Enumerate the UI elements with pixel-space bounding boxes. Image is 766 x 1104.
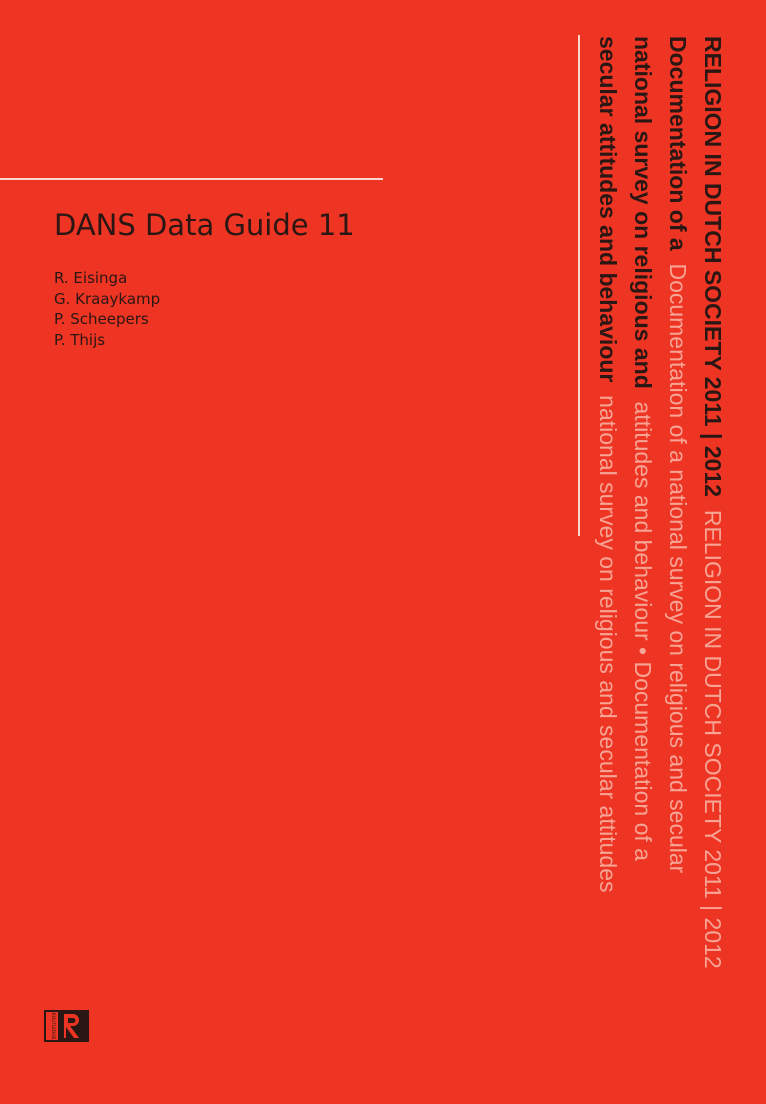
- svg-text:ROUTLEDGE: ROUTLEDGE: [50, 1012, 55, 1040]
- author-name: R. Eisinga: [54, 269, 128, 287]
- routledge-logo-icon: [44, 1010, 89, 1042]
- spine-line-light: national survey on religious and secular attitudes: [595, 388, 621, 893]
- spine-line: [695, 36, 730, 1046]
- spine-line-light: Documentation of a national survey on religious and secular: [665, 257, 691, 874]
- spine-line-light: RELIGION IN DUTCH SOCIETY 2011 | 2012: [700, 503, 726, 969]
- author-name: P. Thijs: [54, 330, 106, 349]
- author-list: [54, 268, 160, 350]
- author-name: P. Scheepers: [54, 310, 149, 328]
- spine-line-dark: secular attitudes and behaviour: [595, 36, 621, 383]
- series-title: DANS Data Guide 11: [54, 208, 355, 242]
- horizontal-rule: [0, 178, 383, 180]
- spine-line: [660, 36, 695, 1046]
- spine-line: [590, 36, 625, 1046]
- spine-line-dark: Documentation of a: [665, 36, 691, 251]
- vertical-title-block: [590, 36, 730, 1046]
- spine-line-dark: national survey on religious and: [630, 36, 656, 389]
- vertical-rule: [578, 35, 580, 536]
- spine-line-light: attitudes and behaviour • Documentation of a: [630, 395, 656, 861]
- author-name: G. Kraaykamp: [54, 289, 161, 308]
- spine-line-dark: RELIGION IN DUTCH SOCIETY 2011 | 2012: [700, 36, 726, 498]
- spine-line: [625, 36, 660, 1046]
